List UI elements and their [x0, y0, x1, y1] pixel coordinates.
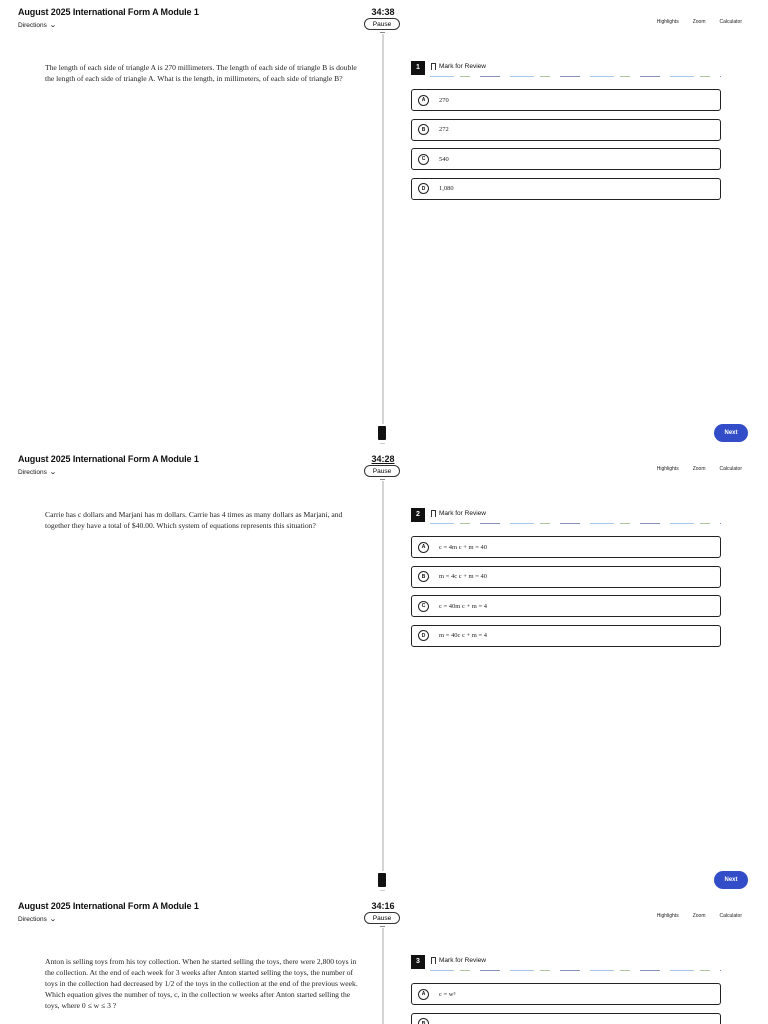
- answer-option-b[interactable]: [411, 119, 721, 141]
- decorative-dashes: [430, 76, 721, 77]
- answer-option-b[interactable]: [411, 1013, 721, 1024]
- answer-options: [411, 983, 721, 1024]
- bookmark-icon: [431, 957, 436, 964]
- resize-handle[interactable]: [378, 873, 386, 887]
- highlights-button[interactable]: Highlights: [656, 466, 679, 472]
- answer-option-b[interactable]: [411, 566, 721, 588]
- option-text: c = 4m c + m = 40: [439, 543, 488, 551]
- option-letter: D: [418, 630, 429, 641]
- exam-title: August 2025 International Form A Module 1: [18, 7, 199, 17]
- option-letter: C: [418, 154, 429, 165]
- question-number: 2: [411, 508, 425, 522]
- option-letter: A: [418, 989, 429, 1000]
- option-text: 270: [439, 96, 449, 104]
- mark-for-review-label: Mark for Review: [439, 510, 486, 517]
- directions-label: Directions: [18, 21, 47, 29]
- mark-for-review[interactable]: [431, 510, 486, 517]
- calculator-button[interactable]: Calculator: [719, 913, 742, 919]
- mark-for-review-label: Mark for Review: [439, 957, 486, 964]
- resize-handle[interactable]: [378, 426, 386, 440]
- divider-top-mark: [380, 479, 385, 480]
- calculator-button[interactable]: Calculator: [719, 19, 742, 25]
- timer: 34:16: [371, 901, 395, 911]
- answer-option-a[interactable]: [411, 89, 721, 111]
- answer-options: [411, 536, 721, 654]
- question-number: 1: [411, 61, 425, 75]
- pause-button[interactable]: Pause: [364, 465, 400, 477]
- pause-button[interactable]: Pause: [364, 912, 400, 924]
- divider-top-mark: [380, 926, 385, 927]
- handle-mark: [380, 443, 385, 444]
- question-text: Carrie has c dollars and Marjani has m dollars. Carrie has 4 times as many dollars as Marjani, and together they have a total of $40.00. Which system of equations represents this situation?: [45, 510, 343, 530]
- directions-label: Directions: [18, 915, 47, 923]
- chevron-down-icon: ⌄: [49, 916, 57, 923]
- mark-for-review[interactable]: [431, 63, 486, 70]
- answer-option-c[interactable]: [411, 595, 721, 617]
- highlights-button[interactable]: Highlights: [656, 19, 679, 25]
- directions-label: Directions: [18, 468, 47, 476]
- next-button[interactable]: Next: [714, 424, 748, 442]
- toolbar: [657, 19, 742, 25]
- option-text: 272: [439, 126, 449, 133]
- zoom-button[interactable]: Zoom: [692, 19, 706, 25]
- option-letter: C: [418, 601, 429, 612]
- divider-top-mark: [380, 32, 385, 33]
- option-text: 1,080: [439, 185, 454, 192]
- answer-option-d[interactable]: [411, 625, 721, 647]
- option-letter: B: [418, 124, 429, 135]
- option-letter: A: [418, 542, 429, 553]
- directions-dropdown[interactable]: [18, 915, 56, 923]
- option-text: m = 4c c + m = 40: [439, 573, 488, 580]
- calculator-button[interactable]: Calculator: [719, 466, 742, 472]
- mark-for-review[interactable]: [431, 957, 486, 964]
- mark-for-review-label: Mark for Review: [439, 63, 486, 70]
- exam-panel-3: [0, 894, 768, 1024]
- toolbar: [657, 466, 742, 472]
- question-text: Anton is selling toys from his toy collection. When he started selling the toys, there were 2,800 toys in the collection. At the end of each week for 3 weeks after Anton started selling the toys, the number of toys in the collection had decreased by 1/2 of the toys in the collection at the end of the previous week. Which equation gives the number of toys, c, in the collection w weeks after Anton started selling the toys, where 0 ≤ w ≤ 3 ?: [45, 957, 358, 1010]
- handle-mark: [380, 890, 385, 891]
- panel-divider: [382, 928, 384, 1024]
- pause-button[interactable]: Pause: [364, 18, 400, 30]
- option-text: c = 40m c + m = 4: [439, 602, 488, 610]
- chevron-down-icon: ⌄: [49, 469, 57, 476]
- zoom-button[interactable]: Zoom: [692, 913, 706, 919]
- timer: 34:28: [371, 454, 395, 464]
- directions-dropdown[interactable]: [18, 468, 56, 476]
- question-text: The length of each side of triangle A is 270 millimeters. The length of each side of triangle B is double the length of each side of triangle A. What is the length, in millimeters, of each side of triangle B?: [45, 63, 357, 83]
- toolbar: [657, 913, 742, 919]
- zoom-button[interactable]: Zoom: [692, 466, 706, 472]
- option-letter: A: [418, 95, 429, 106]
- panel-divider: [382, 481, 384, 871]
- panel-divider: [382, 34, 384, 424]
- answer-option-a[interactable]: [411, 536, 721, 558]
- chevron-down-icon: ⌄: [49, 22, 57, 29]
- option-letter: D: [418, 183, 429, 194]
- highlights-button[interactable]: Highlights: [656, 913, 679, 919]
- option-text: m = 40c c + m = 4: [439, 632, 488, 639]
- answer-options: [411, 89, 721, 207]
- option-text: c = w³: [439, 990, 456, 998]
- bookmark-icon: [431, 63, 436, 70]
- exam-title: August 2025 International Form A Module 1: [18, 901, 199, 911]
- next-button[interactable]: Next: [714, 871, 748, 889]
- bookmark-icon: [431, 510, 436, 517]
- question-number: 3: [411, 955, 425, 969]
- directions-dropdown[interactable]: [18, 21, 56, 29]
- option-text: 540: [439, 155, 449, 163]
- option-letter: B: [418, 1018, 429, 1024]
- exam-panel-1: [0, 0, 768, 447]
- decorative-dashes: [430, 523, 721, 524]
- decorative-dashes: [430, 970, 721, 971]
- exam-panel-2: [0, 447, 768, 894]
- timer: 34:38: [371, 7, 395, 17]
- answer-option-a[interactable]: [411, 983, 721, 1005]
- exam-title: August 2025 International Form A Module 1: [18, 454, 199, 464]
- option-letter: B: [418, 571, 429, 582]
- answer-option-c[interactable]: [411, 148, 721, 170]
- answer-option-d[interactable]: [411, 178, 721, 200]
